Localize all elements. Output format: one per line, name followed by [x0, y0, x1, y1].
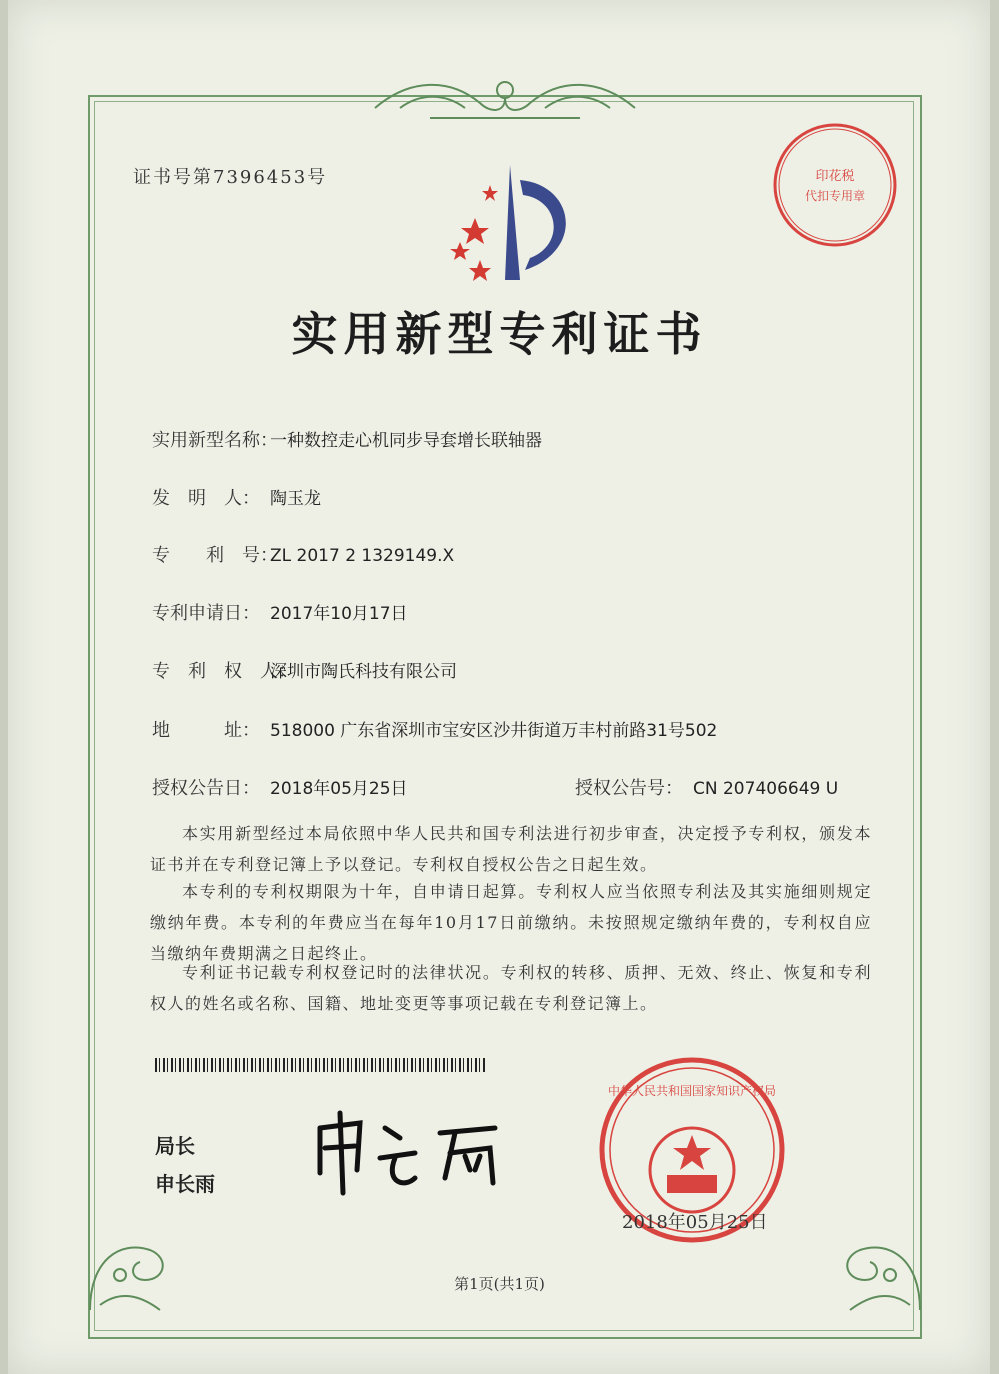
- field-label: 授权公告号：: [575, 778, 683, 799]
- field-label: 专 利 权 人：: [152, 661, 296, 682]
- patent-office-logo: [435, 160, 585, 285]
- signature-title: 局长: [155, 1134, 195, 1158]
- field-label: 地 址：: [152, 720, 260, 741]
- field-label: 授权公告日：: [152, 778, 260, 799]
- field-value: 2018年05月25日: [270, 779, 408, 799]
- field-value: 2017年10月17日: [270, 604, 408, 624]
- field-address: [152, 716, 717, 742]
- seal-text-line1: 印花税: [815, 169, 855, 184]
- field-value: 518000 广东省深圳市宝安区沙井街道万丰村前路31号502: [270, 721, 718, 741]
- page-number: 第1页(共1页): [454, 1275, 545, 1293]
- barcode: [155, 1058, 485, 1072]
- seal-text-line2: 代扣专用章: [804, 189, 866, 203]
- field-grant-number: [575, 774, 838, 800]
- paragraph-1: 本实用新型经过本局依照中华人民共和国专利法进行初步审查，决定授予专利权，颁发本证书并在专利登记簿上予以登记。专利权自授权公告之日起生效。: [150, 824, 872, 874]
- field-utility-model-name: [152, 426, 542, 452]
- field-label: 实用新型名称：: [152, 430, 278, 451]
- seal-inscription: 中华人民共和国国家知识产权局: [607, 1084, 777, 1098]
- page-title: 实用新型专利证书: [291, 307, 708, 361]
- field-value: CN 207406649 U: [693, 779, 839, 799]
- field-label: 专利申请日：: [152, 603, 260, 624]
- field-value: 陶玉龙: [270, 489, 321, 509]
- field-patent-number: [152, 541, 454, 567]
- field-value: 深圳市陶氏科技有限公司: [270, 662, 457, 682]
- field-value: ZL 2017 2 1329149.X: [270, 546, 455, 566]
- paragraph-2: 本专利的专利权期限为十年，自申请日起算。专利权人应当依照专利法及其实施细则规定缴纳年费。本专利的年费应当在每年10月17日前缴纳。未按照规定缴纳年费的，专利权自应当缴纳年费期满之日起终止。: [150, 882, 872, 963]
- bottom-right-ornament: [810, 1180, 930, 1320]
- seal-date: 2018年05月25日: [622, 1212, 768, 1233]
- signature-name: 申长雨: [155, 1172, 215, 1196]
- field-value: 一种数控走心机同步导套增长联轴器: [270, 431, 542, 451]
- handwritten-signature: [305, 1108, 515, 1198]
- field-application-date: [152, 599, 408, 625]
- tax-stamp-seal: [770, 120, 900, 250]
- top-floral-ornament: [370, 68, 640, 128]
- paragraph-3: 专利证书记载专利权登记时的法律状况。专利权的转移、质押、无效、终止、恢复和专利权人的姓名或名称、国籍、地址变更等事项记载在专利登记簿上。: [150, 963, 872, 1013]
- field-label: 发 明 人：: [152, 488, 260, 509]
- bottom-left-ornament: [80, 1180, 200, 1320]
- field-inventor: [152, 484, 321, 510]
- field-grant-date: [152, 774, 408, 800]
- certificate-number: 证书号第7396453号: [133, 167, 328, 188]
- field-patentee: [152, 657, 457, 683]
- field-label: 专 利 号：: [152, 545, 278, 566]
